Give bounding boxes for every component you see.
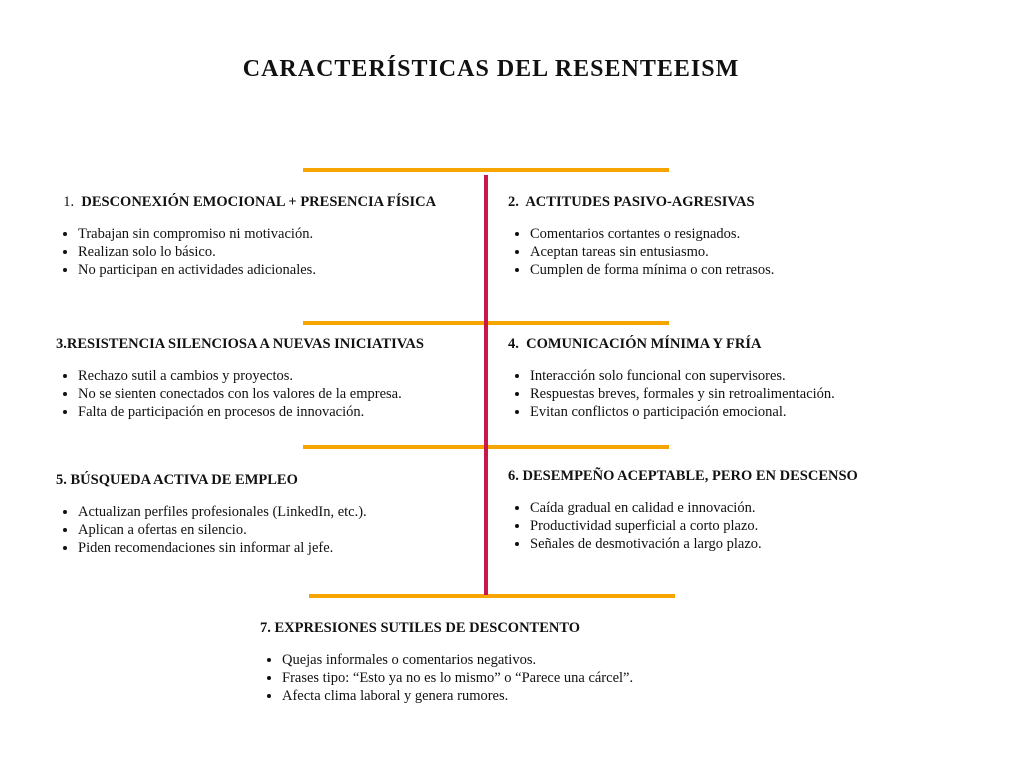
page-title: CARACTERÍSTICAS DEL RESENTEEISM	[242, 56, 740, 82]
divider-line-bottom	[309, 594, 675, 598]
section-6-heading: 6. DESEMPEÑO ACEPTABLE, PERO EN DESCENSO	[508, 468, 858, 484]
section-2-title: ACTITUDES PASIVO-AGRESIVAS	[525, 194, 755, 210]
list-item: • Realizan solo lo básico.	[78, 243, 436, 261]
center-divider-line	[484, 175, 488, 595]
section-7	[260, 619, 633, 705]
section-3-heading: 3.RESISTENCIA SILENCIOSA A NUEVAS INICIATIVAS	[56, 336, 424, 352]
list-item: • Productividad superficial a corto plazo.	[530, 517, 858, 535]
list-item: • Frases tipo: “Esto ya no es lo mismo” o “Parece una cárcel”.	[282, 669, 633, 687]
list-item: • Evitan conflictos o participación emocional.	[530, 403, 835, 421]
list-item: • Comentarios cortantes o resignados.	[530, 225, 774, 243]
section-1	[56, 193, 436, 279]
section-3-list	[56, 367, 424, 421]
list-item: • Actualizan perfiles profesionales (LinkedIn, etc.).	[78, 503, 367, 521]
section-3	[56, 335, 424, 421]
section-5-list	[56, 503, 367, 557]
list-item: • Afecta clima laboral y genera rumores.	[282, 687, 633, 705]
section-1-list	[56, 225, 436, 279]
section-2-list	[508, 225, 774, 279]
list-item: • Aceptan tareas sin entusiasmo.	[530, 243, 774, 261]
section-2-heading	[508, 193, 774, 211]
list-item: • Trabajan sin compromiso ni motivación.	[78, 225, 436, 243]
section-6-list	[508, 499, 858, 553]
list-item: • Caída gradual en calidad e innovación.	[530, 499, 858, 517]
divider-line-top	[303, 168, 669, 172]
section-1-title: DESCONEXIÓN EMOCIONAL + PRESENCIA FÍSICA	[81, 194, 437, 210]
section-4-heading	[508, 335, 835, 353]
section-6	[508, 467, 858, 553]
list-item: • Respuestas breves, formales y sin retroalimentación.	[530, 385, 835, 403]
list-item: • Aplican a ofertas en silencio.	[78, 521, 367, 539]
section-4-list	[508, 367, 835, 421]
section-4-number: 4.	[508, 336, 519, 352]
section-4	[508, 335, 835, 421]
section-2-number: 2.	[508, 194, 519, 210]
list-item: • Falta de participación en procesos de innovación.	[78, 403, 424, 421]
list-item: • No participan en actividades adicionales.	[78, 261, 436, 279]
section-1-heading	[56, 193, 436, 211]
list-item: • Señales de desmotivación a largo plazo.	[530, 535, 858, 553]
list-item: • Quejas informales o comentarios negativos.	[282, 651, 633, 669]
section-7-heading: 7. EXPRESIONES SUTILES DE DESCONTENTO	[260, 620, 581, 636]
list-item: • Interacción solo funcional con supervisores.	[530, 367, 835, 385]
section-5	[56, 471, 367, 557]
list-item: • Rechazo sutil a cambios y proyectos.	[78, 367, 424, 385]
section-2	[508, 193, 774, 279]
list-item: • Cumplen de forma mínima o con retrasos.	[530, 261, 774, 279]
section-7-list	[260, 651, 633, 705]
section-1-number: 1.	[63, 194, 75, 210]
section-4-title: COMUNICACIÓN MÍNIMA Y FRÍA	[526, 336, 762, 352]
list-item: • Piden recomendaciones sin informar al jefe.	[78, 539, 367, 557]
section-5-heading: 5. BÚSQUEDA ACTIVA DE EMPLEO	[56, 472, 298, 488]
list-item: • No se sienten conectados con los valores de la empresa.	[78, 385, 424, 403]
